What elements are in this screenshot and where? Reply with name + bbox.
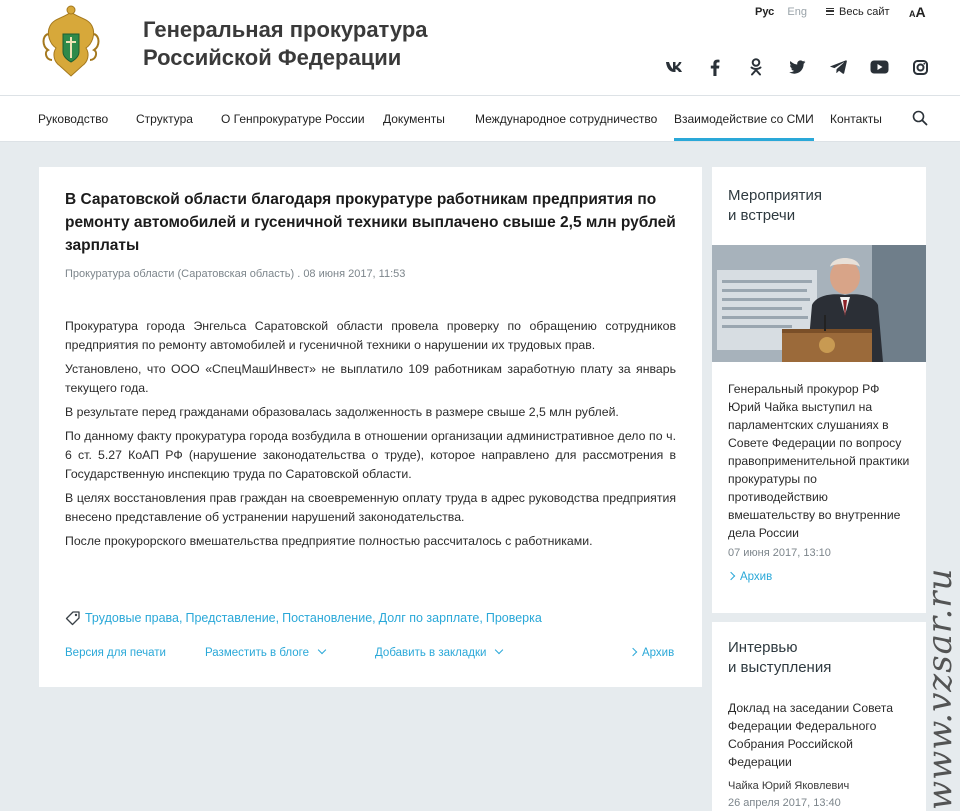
article-title: В Саратовской области благодаря прокуратуре работникам предприятия по ремонту автомобилей и гусеничной техники выплачено свыше 2,5 млн рублей зарплаты (65, 191, 676, 254)
interview-text-link[interactable]: Доклад на заседании Совета Федерации Федерального Собрания Российской Федерации (728, 701, 894, 769)
interview-author: Чайка Юрий Яковлевич (728, 780, 850, 792)
interviews-title-line1: Интервью (728, 639, 798, 656)
chevron-down-icon (318, 646, 326, 654)
article-paragraph: Прокуратура города Энгельса Саратовской области провела проверку по обращению сотрудников предприятия по ремонту автомобилей и гусеничной техники о нарушении их трудовых прав. (65, 319, 676, 352)
add-bookmark-label: Добавить в закладки (375, 647, 487, 659)
nav-international[interactable]: Международное сотрудничество (475, 112, 658, 126)
tag-icon (65, 610, 81, 626)
events-title-line1: Мероприятия (728, 187, 823, 204)
vk-icon[interactable] (664, 57, 684, 77)
chevron-down-icon (495, 646, 503, 654)
nav-contacts[interactable]: Контакты (830, 112, 882, 126)
article-paragraph: В целях восстановления прав граждан на своевременную оплату труда в адрес руководства предприятия внесено представление об устранении нарушений законодательства. (65, 491, 676, 524)
prosecutor-emblem-icon[interactable] (40, 4, 102, 84)
events-card (712, 167, 926, 613)
whole-site-label: Весь сайт (839, 6, 890, 18)
print-version-link[interactable]: Версия для печати (65, 647, 166, 659)
site-header (0, 0, 960, 96)
nav-structure[interactable]: Структура (136, 112, 193, 126)
event-photo-image (712, 245, 926, 362)
facebook-icon[interactable] (705, 57, 725, 77)
nav-documents[interactable]: Документы (383, 112, 445, 126)
search-icon[interactable] (912, 110, 928, 126)
article-tags: Трудовые права , Представление , Постановление , Долг по зарплате , Проверка (65, 610, 542, 626)
share-blog-dropdown[interactable] (205, 647, 325, 659)
lang-ru[interactable]: Рус (755, 6, 775, 18)
font-small-button[interactable]: A (909, 9, 916, 19)
add-bookmark-dropdown[interactable] (375, 647, 502, 659)
font-big-button[interactable]: A (915, 4, 926, 20)
event-text-link[interactable]: Генеральный прокурор РФ Юрий Чайка выступил на парламентских слушаниях в Совете Федерации по вопросу правоприменительной практики прокуратуры по противодействию вмешательству во внутренние дела России (728, 382, 910, 540)
tag-link[interactable]: Трудовые права (85, 611, 180, 625)
site-title-line2: Российской Федерации (143, 45, 402, 70)
tag-link[interactable]: Представление (185, 611, 276, 625)
instagram-icon[interactable] (910, 57, 930, 77)
article-paragraph: В результате перед гражданами образовалась задолженность в размере свыше 2,5 млн рублей. (65, 405, 619, 419)
tag-link[interactable]: Постановление (282, 611, 373, 625)
tag-link[interactable]: Проверка (485, 611, 542, 625)
interviews-title-line2: и выступления (728, 659, 832, 676)
nav-about[interactable]: О Генпрокуратуре России (221, 112, 365, 126)
language-switch (755, 6, 817, 18)
interviews-title[interactable] (728, 638, 831, 678)
archive-link[interactable] (630, 647, 674, 659)
menu-icon (826, 8, 834, 15)
article-paragraph: По данному факту прокуратура города возбудила в отношении организации административное дело по ч. 6 ст. 5.27 КоАП РФ (нарушение законодательства о труде), которое направлено для рассмотрения в Государственную инспекцию труда по Саратовской области. (65, 429, 676, 481)
nav-media[interactable]: Взаимодействие со СМИ (674, 112, 814, 126)
article-card (39, 167, 702, 687)
archive-label: Архив (642, 647, 675, 659)
telegram-icon[interactable] (828, 57, 848, 77)
article-paragraph: После прокурорского вмешательства предприятие полностью рассчиталось с работниками. (65, 534, 593, 548)
whole-site-menu[interactable] (826, 6, 890, 18)
tag-link[interactable]: Долг по зарплате (378, 611, 480, 625)
events-archive-link[interactable] (728, 571, 772, 583)
font-size-switch[interactable] (909, 4, 926, 22)
events-title-line2: и встречи (728, 207, 796, 224)
twitter-icon[interactable] (787, 57, 807, 77)
interview-date: 26 апреля 2017, 13:40 (728, 797, 841, 809)
events-title[interactable] (728, 186, 822, 226)
event-photo[interactable] (712, 245, 926, 362)
chevron-right-icon (629, 648, 637, 656)
site-title[interactable] (143, 16, 428, 72)
youtube-icon[interactable] (869, 57, 889, 77)
watermark: www.vzsar.ru (920, 567, 960, 810)
nav-leadership[interactable]: Руководство (38, 112, 109, 126)
odnoklassniki-icon[interactable] (746, 57, 766, 77)
event-date: 07 июня 2017, 13:10 (728, 547, 831, 559)
events-archive-label: Архив (740, 571, 773, 583)
main-nav (0, 96, 960, 142)
chevron-right-icon (727, 572, 735, 580)
article-paragraph: Установлено, что ООО «СпецМашИнвест» не выплатило 109 работникам заработную плату за январь текущего года. (65, 362, 676, 395)
lang-en[interactable]: Eng (787, 6, 807, 18)
social-links (664, 57, 930, 77)
site-title-line1: Генеральная прокуратура (143, 17, 428, 42)
share-blog-label: Разместить в блоге (205, 647, 309, 659)
article-meta: Прокуратура области (Саратовская область) . 08 июня 2017, 11:53 (65, 268, 406, 280)
article-body (65, 317, 676, 556)
interviews-card (712, 622, 926, 811)
